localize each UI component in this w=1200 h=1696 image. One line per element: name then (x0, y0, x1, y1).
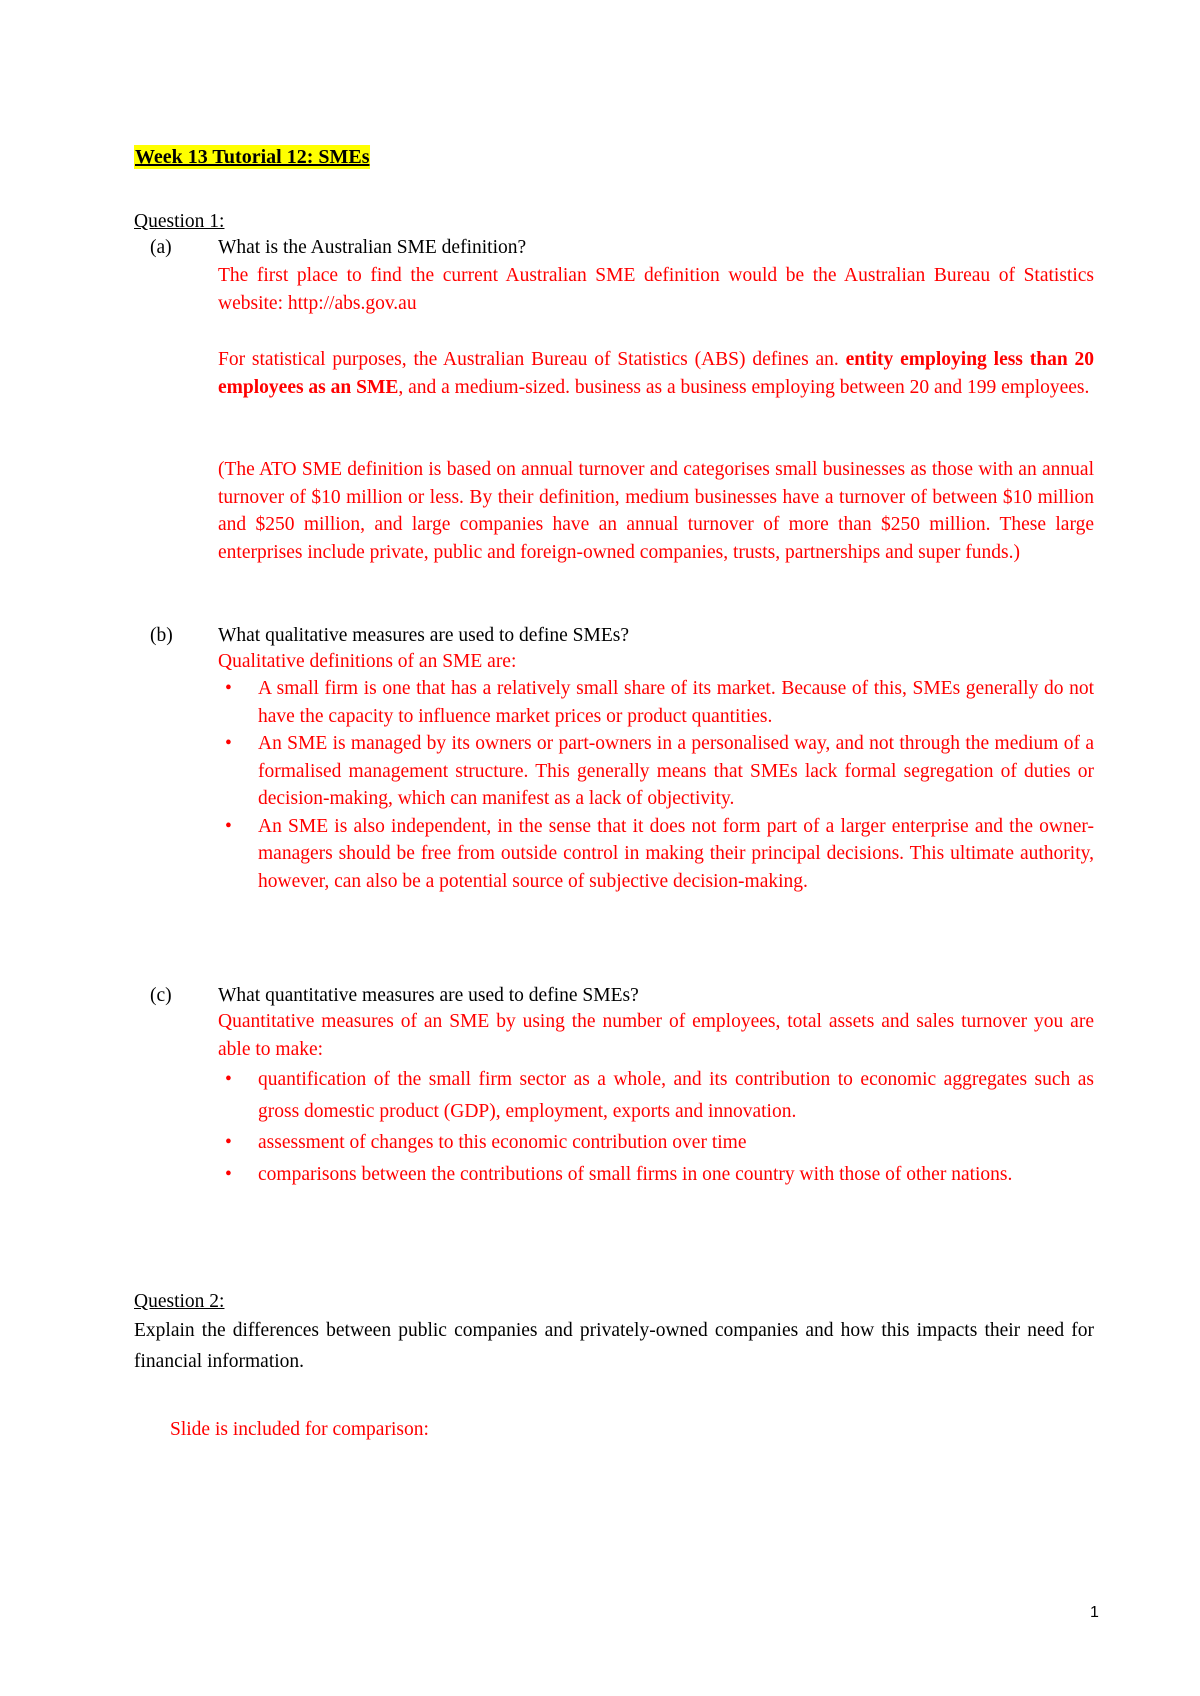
answer-1a-para-2 (218, 346, 1094, 401)
page-number: 1 (1090, 1604, 1099, 1621)
answer-1a-para-2-post: , and a medium-sized. business as a business employing between 20 and 199 employees. (398, 376, 1090, 398)
answer-1b-intro: Qualitative definitions of an SME are: (218, 651, 517, 672)
slide-note: Slide is included for comparison: (170, 1419, 429, 1440)
question-1b-label: (b) (150, 625, 173, 646)
bullet-icon: • (225, 1163, 232, 1185)
page-title: Week 13 Tutorial 12: SMEs (135, 146, 370, 168)
list-item (218, 1159, 1094, 1191)
list-item-text: A small firm is one that has a relatively small share of its market. Because of this, SMEs generally do not have the capacity to influence market prices or product quantities. (258, 678, 1094, 727)
answer-1a-para-3: (The ATO SME definition is based on annual turnover and categorises small businesses as those with an annual turnover of $10 million or less. By their definition, medium businesses have a turnover of between $10 million and $250 million, and large companies have an annual turnover of more than $250 million. These large enterprises include private, public and foreign-owned companies, trusts, partnerships and super funds.) (218, 459, 1094, 563)
list-item-text: An SME is managed by its owners or part-owners in a personalised way, and not through the medium of a formalised management structure. This generally means that SMEs lack formal segregation of duties or decision-making, which can manifest as a lack of objectivity. (258, 733, 1094, 809)
list-item (218, 730, 1094, 813)
answer-1a-para-2-pre: For statistical purposes, the Australian Bureau of Statistics (ABS) defines an. (218, 349, 839, 370)
question-2-text: Explain the differences between public companies and privately-owned companies and how this impacts their need for financial information. (134, 1320, 1094, 1372)
list-item-text: comparisons between the contributions of small firms in one country with those of other nations. (258, 1163, 1013, 1185)
answer-1c-list (218, 1064, 1094, 1190)
list-item-text: quantification of the small firm sector as a whole, and its contribution to economic aggregates such as gross domestic product (GDP), employment, exports and innovation. (258, 1069, 1094, 1122)
question-1-heading: Question 1: (134, 211, 225, 232)
list-item-text: assessment of changes to this economic contribution over time (258, 1132, 747, 1153)
list-item (218, 813, 1094, 896)
list-item (218, 1127, 1094, 1159)
question-1a-text: What is the Australian SME definition? (218, 237, 527, 258)
answer-1b-list (218, 675, 1094, 895)
answer-1a-para-1: The first place to find the current Australian SME definition would be the Australian Bureau of Statistics website: http://abs.gov.au (218, 265, 1094, 314)
bullet-icon: • (225, 1132, 232, 1153)
list-item (218, 1064, 1094, 1127)
question-2-heading: Question 2: (134, 1291, 225, 1312)
question-1a-label: (a) (150, 237, 172, 258)
bullet-icon: • (225, 678, 232, 699)
bullet-icon: • (225, 733, 232, 754)
bullet-icon: • (225, 1069, 232, 1090)
list-item (218, 675, 1094, 730)
question-1c-label: (c) (150, 985, 172, 1006)
question-1b-text: What qualitative measures are used to define SMEs? (218, 625, 629, 646)
list-item-text: An SME is also independent, in the sense that it does not form part of a larger enterprise and the owner-managers should be free from outside control in making their principal decisions. This ultimate authority, however, can also be a potential source of subjective decision-making. (258, 815, 1094, 892)
bullet-icon: • (225, 815, 232, 837)
question-1c-text: What quantitative measures are used to define SMEs? (218, 985, 639, 1006)
answer-1c-intro: Quantitative measures of an SME by using the number of employees, total assets and sales turnover you are able to make: (218, 1011, 1094, 1060)
answer-1a-para-2-bold: entity employing less than 20 employees as an SME (218, 349, 1095, 398)
